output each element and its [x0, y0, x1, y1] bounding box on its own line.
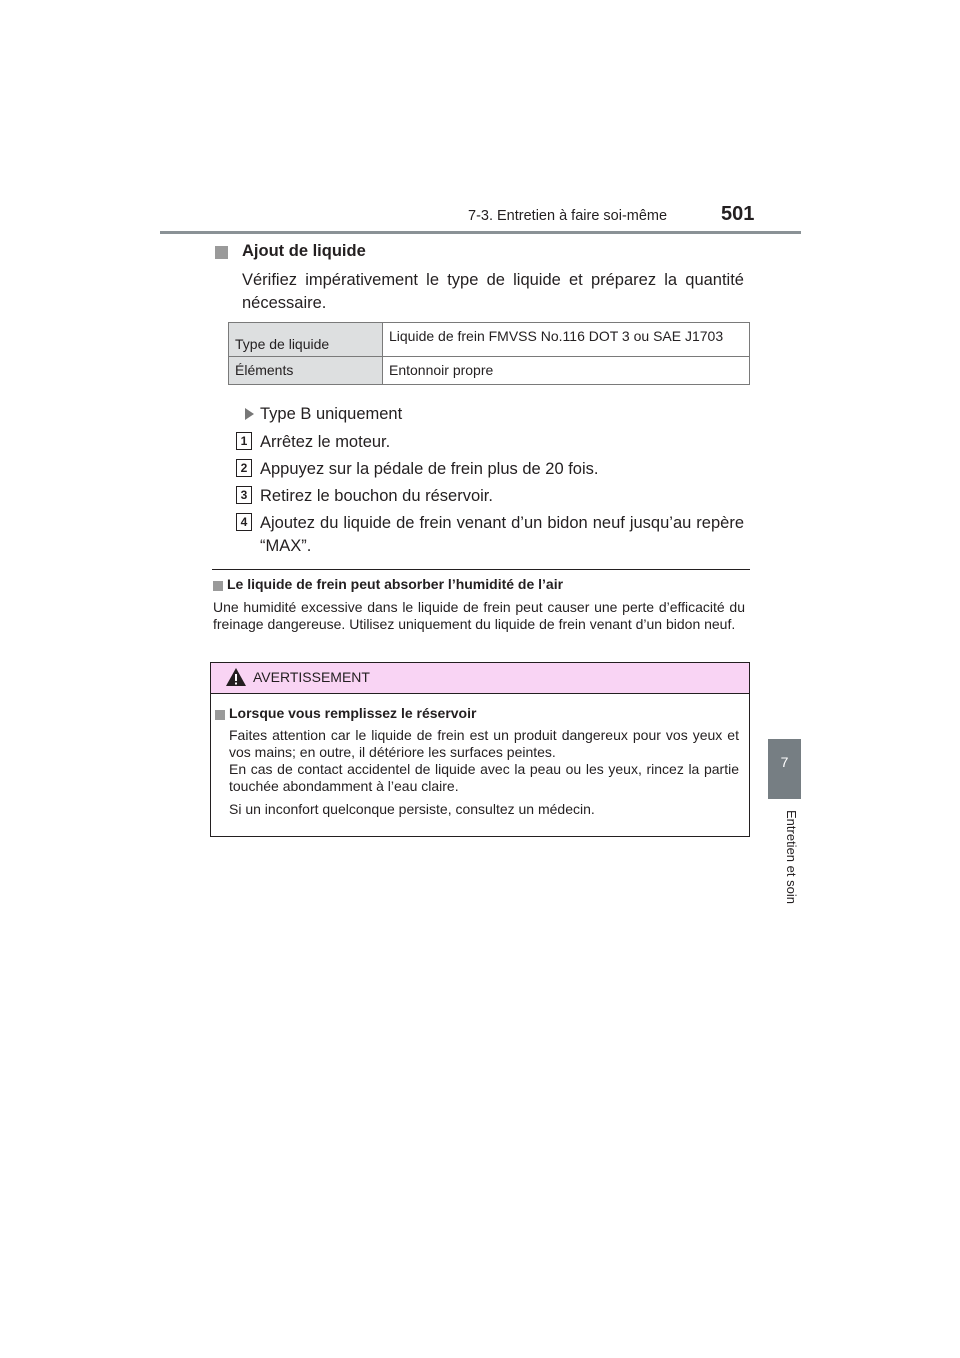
step-text-2: Appuyez sur la pédale de frein plus de 20 fois. [260, 460, 599, 478]
fluid-table [228, 322, 750, 385]
page-number: 501 [721, 203, 755, 225]
table-value: Entonnoir propre [383, 357, 750, 385]
table-value: Liquide de frein FMVSS No.116 DOT 3 ou SAE J1703 [383, 323, 750, 357]
warning-triangle-icon [225, 667, 247, 687]
step-number-3: 3 [236, 486, 252, 504]
section-body: Vérifiez impérativement le type de liquide et préparez la quantité nécessaire. [242, 271, 744, 312]
section-title: Ajout de liquide [242, 242, 366, 260]
chapter-title: Entretien et soin [784, 810, 799, 904]
warning-label: AVERTISSEMENT [253, 669, 370, 685]
table-key: Type de liquide [229, 323, 383, 357]
chapter-number: 7 [780, 754, 789, 770]
note-divider [212, 569, 750, 570]
step-number-1: 1 [236, 432, 252, 450]
warning-paragraph-1: Faites attention car le liquide de frein est un produit dangereux pour vos yeux et vos mains; en outre, il détériore les surfaces peintes. [229, 727, 739, 760]
header-rule [160, 231, 801, 234]
table-row [229, 357, 750, 385]
warning-paragraph-2: En cas de contact accidentel de liquide avec la peau ou les yeux, rincez la partie touchée abondamment à l’eau claire. [229, 761, 739, 794]
step-text-4: Ajoutez du liquide de frein venant d’un bidon neuf jusqu’au repère “MAX”. [260, 514, 744, 555]
section-bullet-icon [215, 246, 228, 259]
table-key: Éléments [229, 357, 383, 385]
variant-label: Type B uniquement [260, 405, 403, 423]
warning-paragraph-3: Si un inconfort quelconque persiste, consultez un médecin. [229, 801, 595, 817]
warning-title: Lorsque vous remplissez le réservoir [229, 705, 477, 721]
warning-bullet-icon [215, 710, 225, 720]
section-header: 7-3. Entretien à faire soi-même [468, 208, 668, 224]
table-row [229, 323, 750, 357]
note-bullet-icon [213, 581, 223, 591]
step-text-1: Arrêtez le moteur. [260, 433, 391, 451]
step-number-4: 4 [236, 513, 252, 531]
step-number-2: 2 [236, 459, 252, 477]
step-text-3: Retirez le bouchon du réservoir. [260, 487, 493, 505]
note-title: Le liquide de frein peut absorber l’humidité de l’air [227, 576, 564, 592]
note-body: Une humidité excessive dans le liquide de frein peut causer une perte d’efficacité du freinage dangereuse. Utilisez uniquement du liquide de frein venant d’un bidon neuf. [213, 599, 745, 632]
arrow-right-icon [245, 408, 254, 420]
